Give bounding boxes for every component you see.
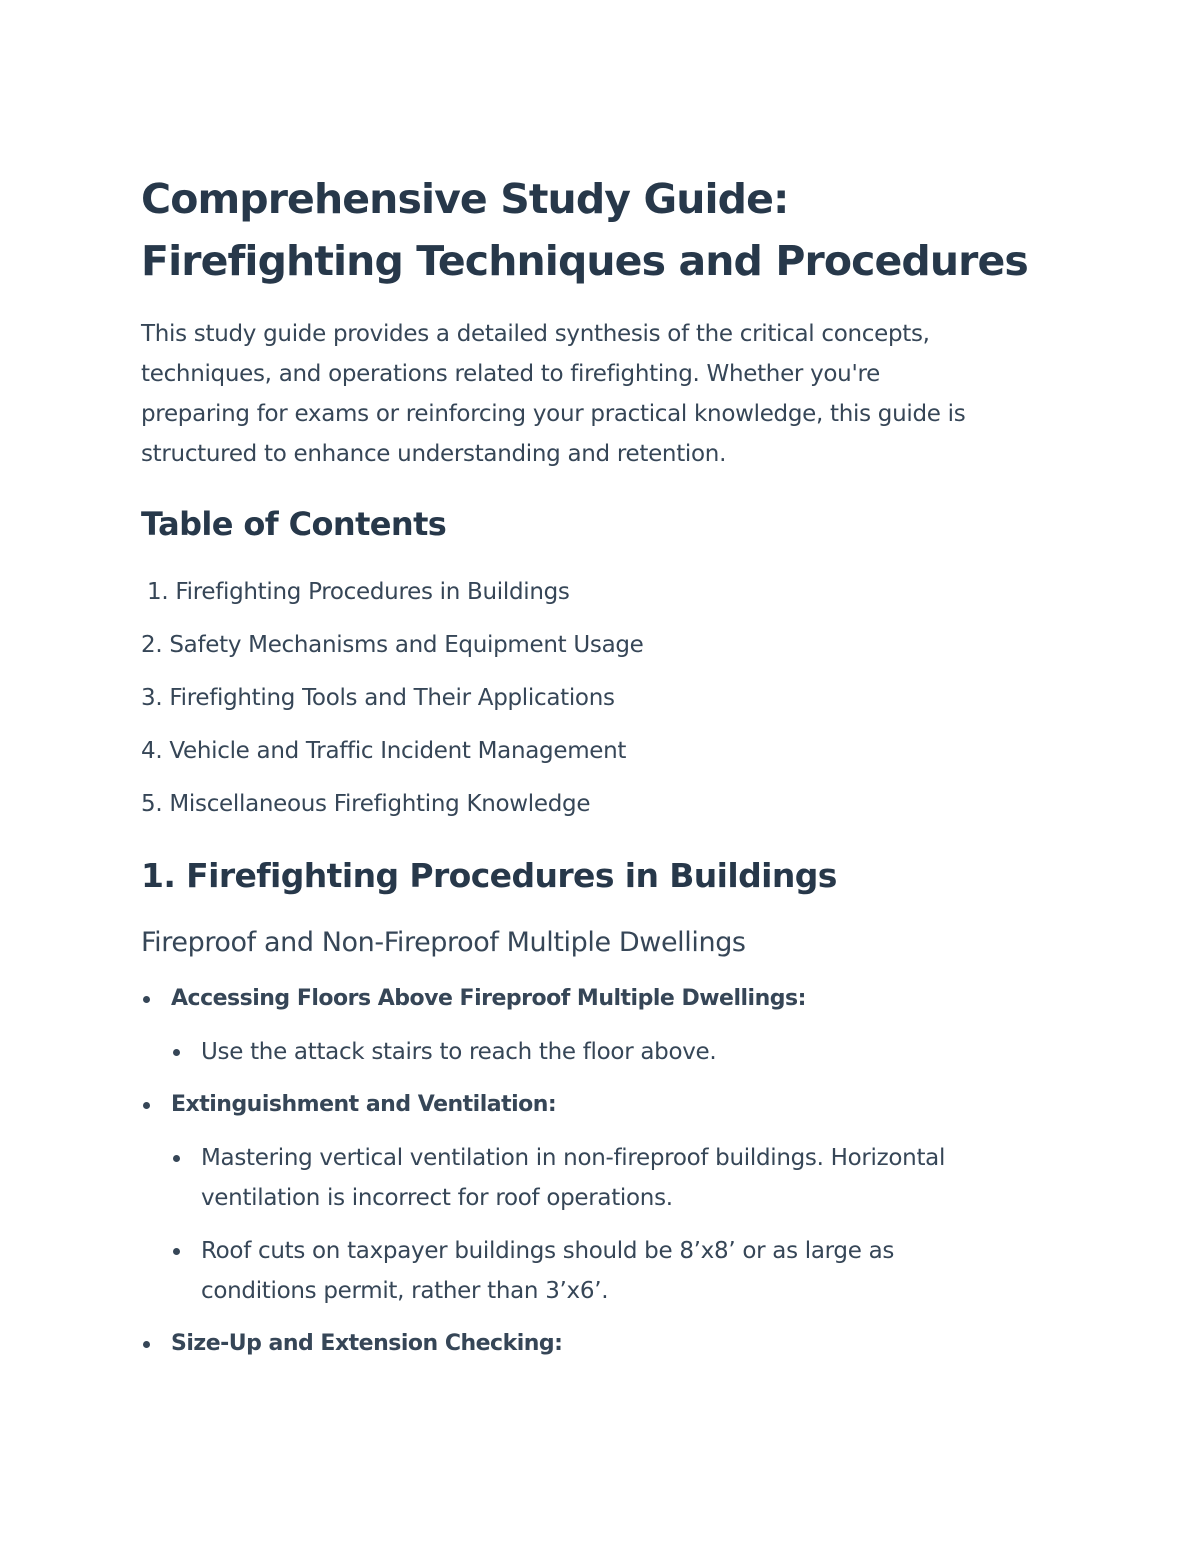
document-page	[141, 168, 1061, 1377]
sub-bullet-text: Roof cuts on taxpayer buildings should be 8’x8’ or as large as	[201, 1238, 895, 1264]
bullet-dot-icon	[173, 1049, 180, 1056]
intro-paragraph	[141, 314, 1061, 474]
bullet-item	[141, 1324, 1061, 1364]
bullet-dot-icon	[143, 996, 150, 1003]
bullet-dot-icon	[143, 1341, 150, 1348]
toc-item[interactable]	[141, 619, 1061, 672]
toc-item-number: 5.	[141, 791, 163, 817]
intro-line: preparing for exams or reinforcing your practical knowledge, this guide is	[141, 401, 966, 427]
sub-bullet-list	[171, 1032, 1061, 1072]
bullet-dot-icon	[173, 1248, 180, 1255]
sub-bullet-text: Use the attack stairs to reach the floor above.	[201, 1039, 717, 1065]
sub-bullet-text: Mastering vertical ventilation in non-fireproof buildings. Horizontal	[201, 1145, 946, 1171]
toc-item[interactable]	[141, 672, 1061, 725]
toc-item-label: Safety Mechanisms and Equipment Usage	[169, 632, 644, 658]
toc-item-number: 3.	[141, 685, 163, 711]
toc-item[interactable]	[141, 778, 1061, 831]
sub-bullet-item	[171, 1032, 1061, 1072]
toc-item-number: 1.	[147, 579, 169, 605]
bullet-list	[141, 979, 1061, 1364]
sub-bullet-text: conditions permit, rather than 3’x6’.	[201, 1278, 609, 1304]
toc-item-number: 2.	[141, 632, 163, 658]
bullet-item	[141, 979, 1061, 1072]
intro-line: This study guide provides a detailed synthesis of the critical concepts,	[141, 321, 930, 347]
sub-bullet-text: ventilation is incorrect for roof operations.	[201, 1185, 673, 1211]
bullet-dot-icon	[143, 1102, 150, 1109]
bullet-dot-icon	[173, 1155, 180, 1162]
section-heading: 1. Firefighting Procedures in Buildings	[141, 856, 837, 895]
bullet-label: Accessing Floors Above Fireproof Multiple Dwellings:	[171, 986, 806, 1011]
bullet-item	[141, 1085, 1061, 1311]
sub-bullet-item	[171, 1138, 1061, 1218]
document-title	[141, 168, 1061, 292]
intro-line: techniques, and operations related to firefighting. Whether you're	[141, 361, 880, 387]
sub-bullet-list	[171, 1138, 1061, 1311]
toc-item-number: 4.	[141, 738, 163, 764]
sub-bullet-item	[171, 1231, 1061, 1311]
toc-item-label: Vehicle and Traffic Incident Management	[169, 738, 627, 764]
toc-item[interactable]	[141, 725, 1061, 778]
document-title-line: Firefighting Techniques and Procedures	[141, 237, 1028, 285]
document-title-line: Comprehensive Study Guide:	[141, 175, 789, 223]
table-of-contents	[141, 566, 1061, 831]
intro-line: structured to enhance understanding and retention.	[141, 441, 727, 467]
toc-heading: Table of Contents	[141, 505, 447, 543]
bullet-label: Extinguishment and Ventilation:	[171, 1092, 557, 1117]
toc-item-label: Firefighting Procedures in Buildings	[175, 579, 570, 605]
bullet-label: Size-Up and Extension Checking:	[171, 1331, 563, 1356]
toc-item-label: Firefighting Tools and Their Applications	[169, 685, 615, 711]
toc-item-label: Miscellaneous Firefighting Knowledge	[169, 791, 591, 817]
toc-item[interactable]	[141, 566, 1061, 619]
subsection-heading: Fireproof and Non-Fireproof Multiple Dwellings	[141, 927, 746, 958]
